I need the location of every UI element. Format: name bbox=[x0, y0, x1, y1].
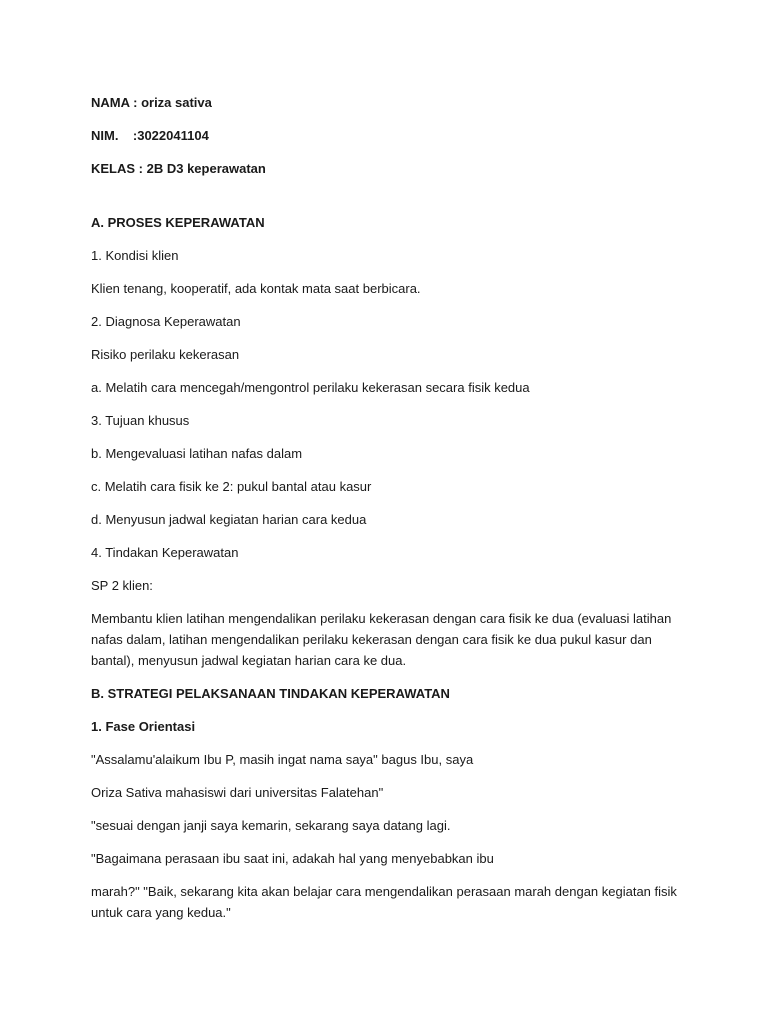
student-name: NAMA : oriza sativa bbox=[91, 95, 212, 110]
paragraph: SP 2 klien: bbox=[91, 578, 153, 593]
paragraph: marah?" "Baik, sekarang kita akan belajar cara mengendalikan perasaan marah dengan kegiatan fisik untuk cara yang kedua." bbox=[91, 884, 677, 920]
section-b-title: B. STRATEGI PELAKSANAAN TINDAKAN KEPERAWATAN bbox=[91, 686, 450, 701]
student-nim: NIM. :3022041104 bbox=[91, 128, 209, 143]
paragraph: c. Melatih cara fisik ke 2: pukul bantal atau kasur bbox=[91, 479, 372, 494]
paragraph: "sesuai dengan janji saya kemarin, sekarang saya datang lagi. bbox=[91, 818, 451, 833]
paragraph: b. Mengevaluasi latihan nafas dalam bbox=[91, 446, 303, 461]
paragraph: Risiko perilaku kekerasan bbox=[91, 347, 240, 362]
paragraph: Klien tenang, kooperatif, ada kontak mata saat berbicara. bbox=[91, 281, 421, 296]
section-a-title: A. PROSES KEPERAWATAN bbox=[91, 215, 265, 230]
paragraph: 4. Tindakan Keperawatan bbox=[91, 545, 239, 560]
paragraph: "Assalamu'alaikum Ibu P, masih ingat nama saya" bagus Ibu, saya bbox=[91, 752, 474, 767]
paragraph: "Bagaimana perasaan ibu saat ini, adakah hal yang menyebabkan ibu bbox=[91, 851, 494, 866]
student-class: KELAS : 2B D3 keperawatan bbox=[91, 161, 266, 176]
paragraph: Membantu klien latihan mengendalikan perilaku kekerasan dengan cara fisik ke dua (evaluasi latihan nafas dalam, latihan mengendalikan perilaku kekerasan dengan cara fisik ke dua pukul kasur dan bantal), menyusun jadwal kegiatan harian cara ke dua. bbox=[91, 611, 672, 668]
document-content bbox=[91, 92, 691, 935]
paragraph: d. Menyusun jadwal kegiatan harian cara kedua bbox=[91, 512, 367, 527]
paragraph: Oriza Sativa mahasiswi dari universitas Falatehan" bbox=[91, 785, 384, 800]
paragraph: a. Melatih cara mencegah/mengontrol perilaku kekerasan secara fisik kedua bbox=[91, 380, 530, 395]
section-b-subtitle: 1. Fase Orientasi bbox=[91, 719, 196, 734]
paragraph: 1. Kondisi klien bbox=[91, 248, 179, 263]
paragraph: 3. Tujuan khusus bbox=[91, 413, 190, 428]
paragraph: 2. Diagnosa Keperawatan bbox=[91, 314, 241, 329]
